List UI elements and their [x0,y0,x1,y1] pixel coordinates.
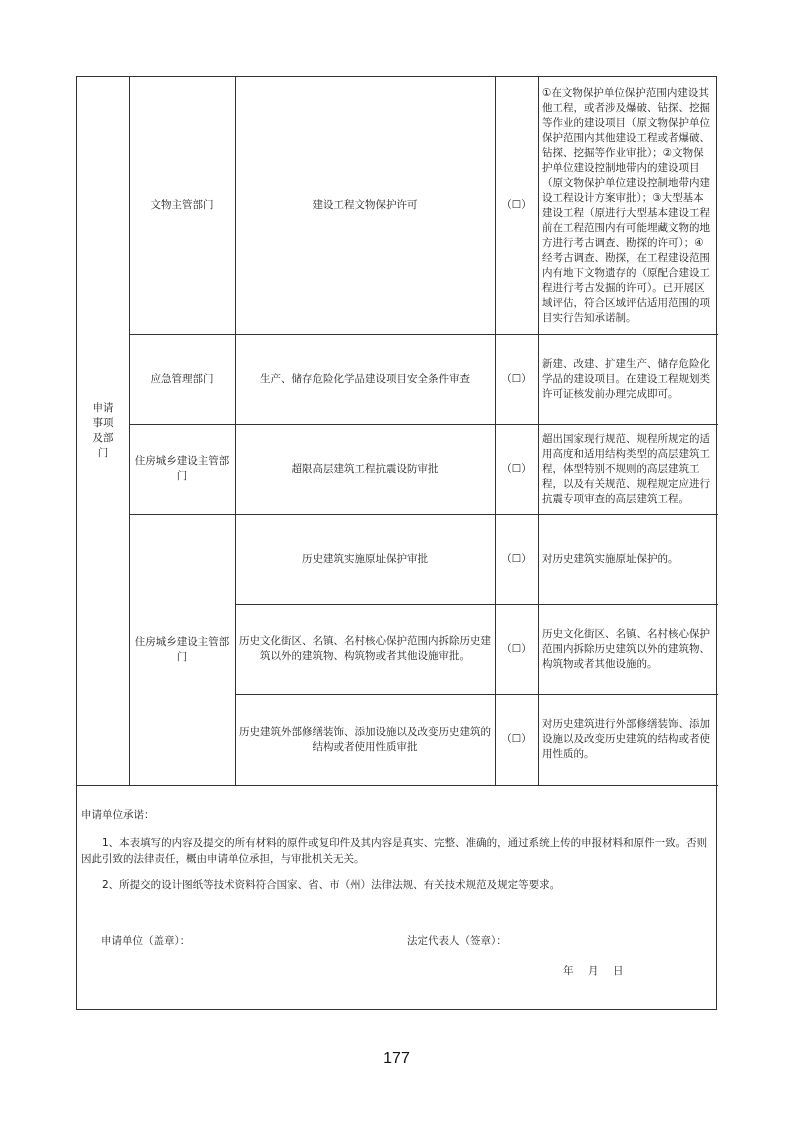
note-cell: 历史文化街区、名镇、名村核心保护范围内拆除历史建筑以外的建筑物、构筑物或者其他设施的。 [542,627,710,670]
note-cell: 新建、改建、扩建生产、储存危险化学品的建设项目。在建设工程规划类许可证核发前办理完成即可。 [542,357,710,400]
approval-item-cell: 建设工程文物保护许可 [312,199,418,211]
checkbox-cell[interactable]: （☐） [501,552,532,565]
department-cell: 住房城乡建设主管部门 [134,635,230,663]
applicant-promise-section [77,785,718,1011]
checkbox-cell[interactable]: （☐） [501,199,532,211]
note-cell: ①在文物保护单位保护范围内建设其他工程，或者涉及爆破、钻探、挖掘等作业的建设项目（原文物保护单位保护范围内其他建设工程或者爆破、钻探、挖掘等作业审批）；②文物保护单位建设控制地带内的建设项目（原文物保护单位建设控制地带内建设工程设计方案审批）；③大型基本建设工程（原进行大型基本建设工程前在工程范围内有可能埋藏文物的地方进行考古调查、勘探的许可）；④经考古调查、勘探，在工程建设范围内有地下文物遗存的（原配合建设工程进行考古发掘的许可）。已开展区域评估，符合区域评估适用范围的项目实行告知承诺制。 [542,86,710,324]
application-form-table [76,76,717,1010]
checkbox-cell[interactable]: （☐） [501,372,532,385]
applicant-seal-label: 申请单位（盖章）： [101,935,191,947]
approval-item-cell: 历史建筑实施原址保护审批 [302,552,428,565]
approval-item-cell: 超限高层建筑工程抗震设防审批 [291,462,439,475]
promise-title: 申请单位承诺： [81,809,155,821]
approval-item-cell: 历史建筑外部修缮装饰、添加设施以及改变历史建筑的结构或者使用性质审批 [239,725,491,753]
note-cell: 超出国家现行规范、规程所规定的适用高度和适用结构类型的高层建筑工程，体型特别不规则的高层建筑工程，以及有关规范、规程规定应进行抗震专项审查的高层建筑工程。 [542,432,710,505]
table-divider [538,77,539,785]
note-cell: 对历史建筑实施原址保护的。 [542,552,679,565]
department-cell: 文物主管部门 [150,199,214,211]
checkbox-cell[interactable]: （☐） [501,462,532,475]
checkbox-cell[interactable]: （☐） [501,642,532,655]
date-label: 年 月 日 [563,965,626,977]
promise-item-2: 2、所提交的设计图纸等技术资料符合国家、省、市（州）法律法规、有关技术规范及规定等要求。 [102,879,561,891]
page-number: 177 [383,1050,410,1067]
department-cell: 住房城乡建设主管部门 [134,455,230,482]
table-divider [235,77,236,785]
legal-representative-label: 法定代表人（签章）： [407,935,507,947]
checkbox-cell[interactable]: （☐） [501,733,532,745]
section-label: 申请事项及部门 [92,402,114,459]
table-divider [129,77,130,785]
department-cell: 应急管理部门 [150,372,214,385]
note-cell: 对历史建筑进行外部修缮装饰、添加设施以及改变历史建筑的结构或者使用性质的。 [542,718,710,760]
approval-item-cell: 历史文化街区、名镇、名村核心保护范围内拆除历史建筑以外的建筑物、构筑物或者其他设施审批。 [239,635,491,662]
approval-item-cell: 生产、储存危险化学品建设项目安全条件审查 [260,372,470,385]
promise-item-1: 1、本表填写的内容及提交的所有材料的原件或复印件及其内容是真实、完整、准确的，通过系统上传的申报材料和原件一致。否则因此引致的法律责任，概由申请单位承担，与审批机关无关。 [81,837,708,865]
